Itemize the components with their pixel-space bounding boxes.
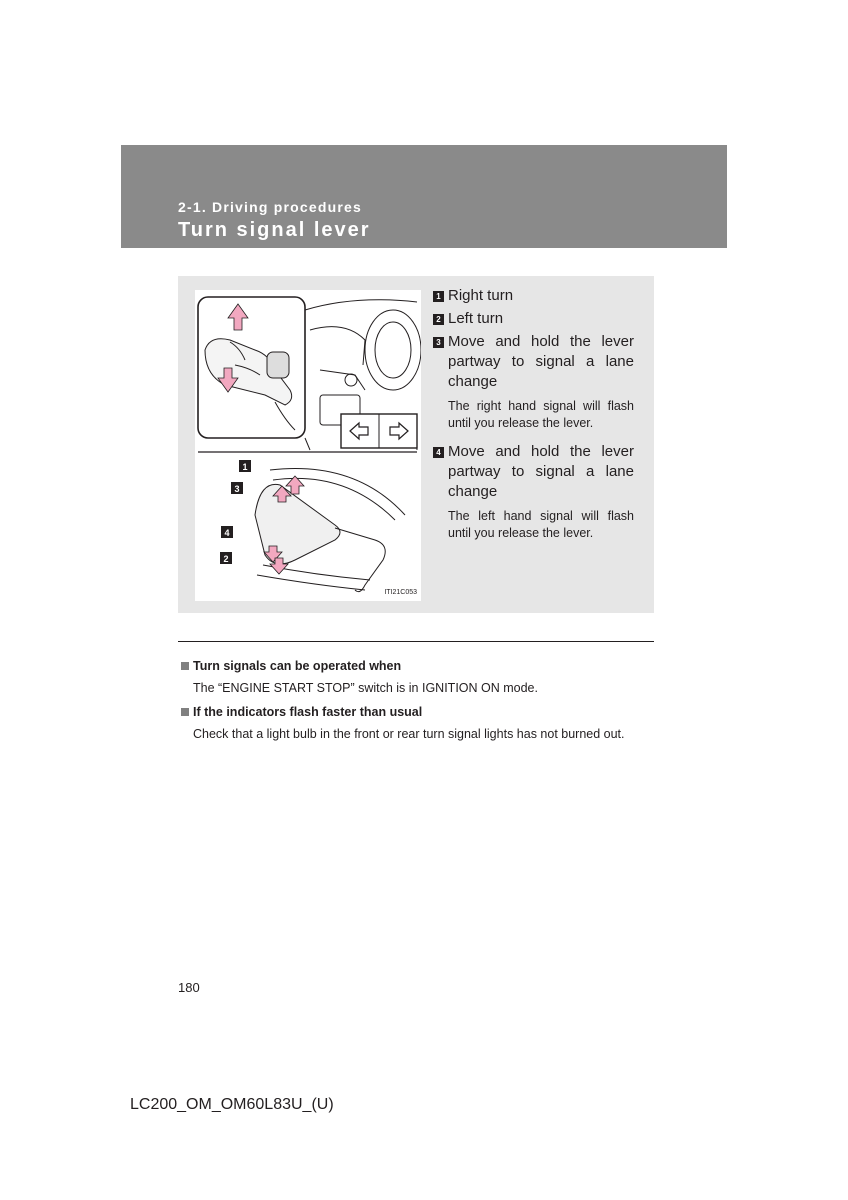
footer-document-code: LC200_OM_OM60L83U_(U): [130, 1096, 334, 1113]
legend-item-text: Move and hold the lever partway to signal a lane change: [448, 443, 634, 500]
figure-code: ITI21C053: [384, 589, 417, 596]
legend-item-text: Move and hold the lever partway to signal a lane change: [448, 333, 634, 390]
info-block: [181, 704, 653, 743]
legend-item: [433, 442, 634, 502]
chapter-header-band: [121, 145, 727, 248]
section-divider: [178, 641, 654, 642]
page-number: 180: [178, 980, 200, 995]
legend-item-note: The left hand signal will flash until you release the lever.: [448, 509, 634, 540]
item-number-badge: 2: [433, 314, 444, 325]
figure-legend: [433, 286, 634, 552]
item-number-badge: 4: [433, 447, 444, 458]
square-bullet-icon: [181, 708, 189, 716]
callout-badge: [221, 526, 233, 538]
item-number-badge: 1: [433, 291, 444, 302]
info-heading: Turn signals can be operated when: [181, 658, 653, 674]
legend-item-note: The right hand signal will flash until you release the lever.: [448, 399, 634, 430]
callout-badge: [231, 482, 243, 494]
section-label: 2-1. Driving procedures: [178, 199, 362, 215]
turn-signal-illustration: [195, 290, 421, 601]
svg-text:3: 3: [234, 484, 240, 494]
svg-text:1: 1: [242, 462, 248, 472]
figure-panel: [178, 276, 654, 613]
info-body: The “ENGINE START STOP” switch is in IGNITION ON mode.: [193, 681, 538, 695]
svg-text:2: 2: [223, 554, 229, 564]
page-title: Turn signal lever: [178, 219, 371, 241]
svg-text:4: 4: [224, 528, 230, 538]
info-block: [181, 658, 653, 697]
legend-item-text: Right turn: [448, 287, 514, 304]
callout-badge: [220, 552, 232, 564]
item-number-badge: 3: [433, 337, 444, 348]
callout-badge: [239, 460, 251, 472]
legend-item: [433, 332, 634, 392]
legend-item: [433, 309, 634, 329]
info-body: Check that a light bulb in the front or rear turn signal lights has not burned out.: [193, 727, 625, 741]
legend-item: [433, 286, 634, 306]
square-bullet-icon: [181, 662, 189, 670]
info-heading: If the indicators flash faster than usual: [181, 704, 653, 720]
legend-item-text: Left turn: [448, 310, 504, 327]
lever-detail-drawing: [255, 468, 405, 591]
